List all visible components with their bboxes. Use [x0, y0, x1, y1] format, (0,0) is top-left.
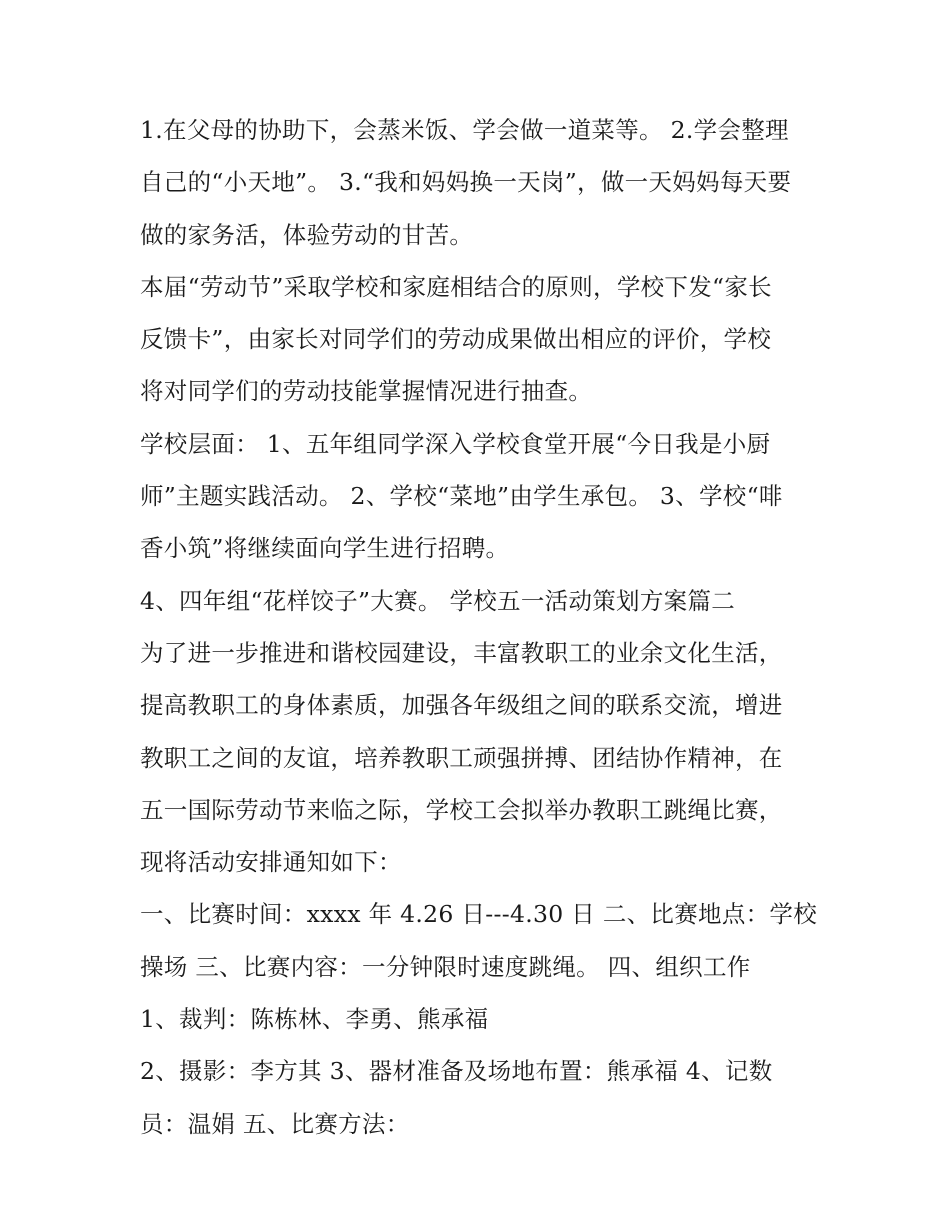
text-line: 4、四年组“花样饺子”大赛。 学校五一活动策划方案篇二 — [140, 586, 736, 615]
text-line: 为了进一步推进和谐校园建设，丰富教职工的业余文化生活， — [140, 638, 783, 667]
text-line: 学校层面： 1、五年组同学深入学校食堂开展“今日我是小厨 — [140, 429, 771, 458]
text-line: 香小筑”将继续面向学生进行招聘。 — [140, 534, 510, 563]
text-line: 教职工之间的友谊，培养教职工顽强拼搏、团结协作精神，在 — [140, 743, 783, 772]
document-body — [140, 104, 820, 1150]
text-line: 一、比赛时间：xxxx 年 4.26 日---4.30 日 二、比赛地点：学校 — [140, 900, 818, 929]
text-line: 将对同学们的劳动技能掌握情况进行抽查。 — [140, 377, 593, 406]
text-line: 反馈卡”，由家长对同学们的劳动成果做出相应的评价，学校 — [140, 325, 772, 354]
text-line: 2、摄影：李方其 3、器材准备及场地布置：熊承福 4、记数 — [140, 1057, 773, 1086]
text-line: 做的家务活，体验劳动的甘苦。 — [140, 220, 474, 249]
text-line: 提高教职工的身体素质，加强各年级组之间的联系交流，增进 — [140, 691, 783, 720]
text-line: 五一国际劳动节来临之际，学校工会拟举办教职工跳绳比赛， — [140, 795, 783, 824]
text-line: 1、裁判：陈栋林、李勇、熊承福 — [140, 1005, 489, 1034]
text-line: 自己的“小天地”。 3.“我和妈妈换一天岗”，做一天妈妈每天要 — [140, 168, 792, 197]
text-line: 现将活动安排通知如下： — [140, 848, 402, 877]
text-line: 师”主题实践活动。 2、学校“菜地”由学生承包。 3、学校“啡 — [140, 482, 783, 511]
text-line: 员：温娟 五、比赛方法： — [140, 1109, 410, 1138]
text-line: 操场 三、比赛内容：一分钟限时速度跳绳。 四、组织工作 — [140, 952, 751, 981]
text-line: 1.在父母的协助下，会蒸米饭、学会做一道菜等。 2.学会整理 — [140, 116, 789, 144]
text-line: 本届“劳动节”采取学校和家庭相结合的原则，学校下发“家长 — [140, 272, 772, 301]
